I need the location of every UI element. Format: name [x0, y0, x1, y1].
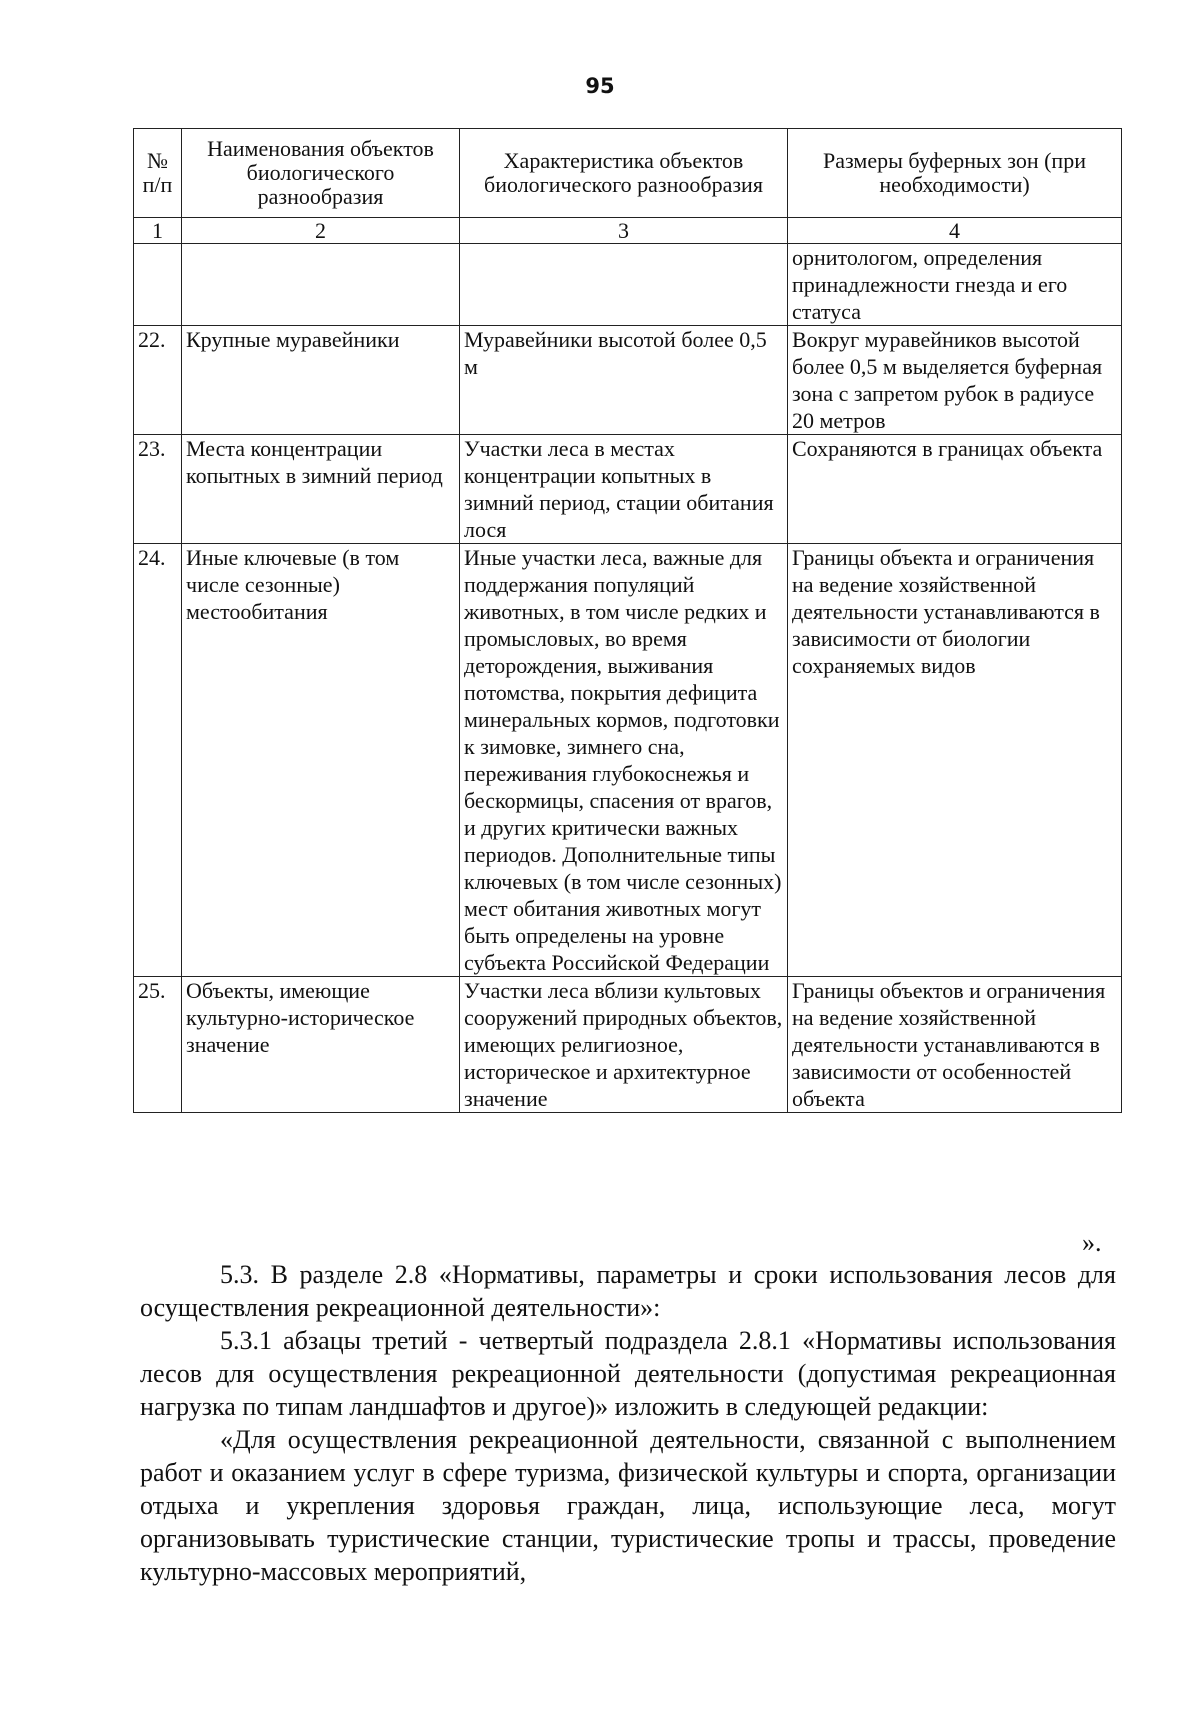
table-row	[134, 544, 1122, 977]
row-characteristic: Участки леса в местах концентрации копытных в зимний период, стации обитания лося	[460, 435, 788, 544]
row-object-name: Иные ключевые (в том числе сезонные) местообитания	[182, 544, 460, 977]
table-header-row	[134, 129, 1122, 218]
column-number: 4	[788, 218, 1122, 244]
row-number: 25.	[134, 977, 182, 1113]
column-number-row	[134, 218, 1122, 244]
column-number: 1	[134, 218, 182, 244]
row-object-name: Объекты, имеющие культурно-историческое значение	[182, 977, 460, 1113]
row-buffer-zone: Вокруг муравейников высотой более 0,5 м выделяется буферная зона с запретом рубок в радиусе 20 метров	[788, 326, 1122, 435]
row-number: 23.	[134, 435, 182, 544]
row-object-name: Места концентрации копытных в зимний период	[182, 435, 460, 544]
row-buffer-zone: Границы объектов и ограничения на ведение хозяйственной деятельности устанавливаются в зависимости от особенностей объекта	[788, 977, 1122, 1113]
row-object-name	[182, 244, 460, 326]
biodiversity-table	[133, 128, 1122, 1113]
header-characteristic: Характеристика объектов биологического разнообразия	[460, 129, 788, 218]
page-number: 95	[585, 74, 615, 98]
row-number	[134, 244, 182, 326]
document-body	[140, 1258, 1116, 1588]
table-row	[134, 435, 1122, 544]
table-row	[134, 977, 1122, 1113]
header-object-name: Наименования объектов биологического разнообразия	[182, 129, 460, 218]
paragraph-quoted-text: «Для осуществления рекреационной деятельности, связанной с выполнением работ и оказанием услуг в сфере туризма, физической культуры и спорта, организации отдыха и укрепления здоровья граждан, лица, использующие леса, могут организовывать туристические станции, туристические тропы и трассы, проведение культурно-массовых мероприятий,	[140, 1425, 1116, 1586]
row-characteristic: Участки леса вблизи культовых сооружений природных объектов, имеющих религиозное, историческое и архитектурное значение	[460, 977, 788, 1113]
table-row	[134, 326, 1122, 435]
row-buffer-zone: Сохраняются в границах объекта	[788, 435, 1122, 544]
row-number: 22.	[134, 326, 182, 435]
header-number: № п/п	[134, 129, 182, 218]
row-characteristic: Иные участки леса, важные для поддержания популяций животных, в том числе редких и промысловых, во время деторождения, выживания потомства, покрытия дефицита минеральных кормов, подготовки к зимовке, зимнего сна, переживания глубокоснежья и бескормицы, спасения от врагов, и других критически важных периодов. Дополнительные типы ключевых (в том числе сезонных) мест обитания животных могут быть определены на уровне субъекта Российской Федерации	[460, 544, 788, 977]
row-object-name: Крупные муравейники	[182, 326, 460, 435]
row-buffer-zone: орнитологом, определения принадлежности гнезда и его статуса	[788, 244, 1122, 326]
paragraph-section-5-3-1: 5.3.1 абзацы третий - четвертый подраздела 2.8.1 «Нормативы использования лесов для осуществления рекреационной деятельности (допустимая рекреационная нагрузка по типам ландшафтов и другое)» изложить в следующей редакции:	[140, 1326, 1116, 1421]
row-characteristic: Муравейники высотой более 0,5 м	[460, 326, 788, 435]
column-number: 3	[460, 218, 788, 244]
paragraph-section-5-3: 5.3. В разделе 2.8 «Нормативы, параметры и сроки использования лесов для осуществления рекреационной деятельности»:	[140, 1260, 1116, 1322]
row-characteristic	[460, 244, 788, 326]
column-number: 2	[182, 218, 460, 244]
closing-quote: ».	[1082, 1228, 1102, 1257]
table-row	[134, 244, 1122, 326]
row-buffer-zone: Границы объекта и ограничения на ведение хозяйственной деятельности устанавливаются в зависимости от биологии сохраняемых видов	[788, 544, 1122, 977]
header-buffer-zone: Размеры буферных зон (при необходимости)	[788, 129, 1122, 218]
row-number: 24.	[134, 544, 182, 977]
